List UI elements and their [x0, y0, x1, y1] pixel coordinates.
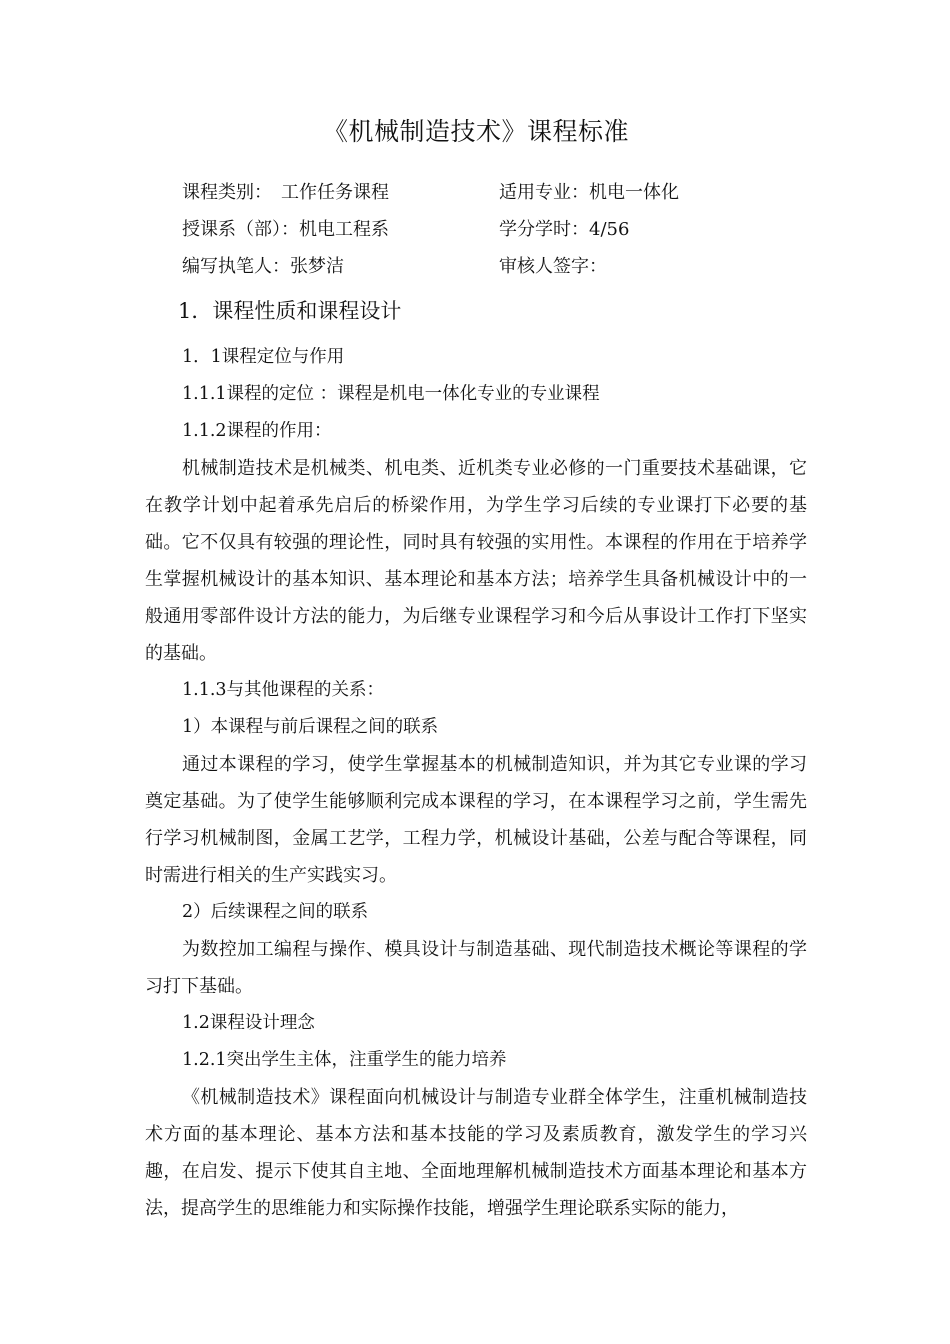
meta-credits: 学分学时：4/56	[499, 219, 630, 240]
paragraph-relation-1: 通过本课程的学习，使学生掌握基本的机械制造知识，并为其它专业课的学习奠定基础。为了使学生能够顺利完成本课程的学习，在本课程学习之前，学生需先行学习机械制图，金属工艺学，工程力学，机械设计基础，公差与配合等课程，同时需进行相关的生产实践实习。	[145, 754, 807, 886]
document-title: 《机械制造技术》课程标准	[322, 117, 629, 146]
heading-1-1-3: 1.1.3与其他课程的关系：	[182, 680, 385, 700]
meta-row-3	[182, 248, 807, 285]
paragraph-design-concept: 《机械制造技术》课程面向机械设计与制造专业群全体学生，注重机械制造技术方面的基本理论、基本方法和基本技能的学习及素质教育，激发学生的学习兴趣，在启发、提示下使其自主地、全面地理解机械制造技术方面基本理论和基本方法，提高学生的思维能力和实际操作技能，增强学生理论联系实际的能力，	[145, 1087, 807, 1219]
meta-reviewer: 审核人签字：	[499, 256, 607, 277]
meta-row-2	[182, 211, 807, 248]
course-meta-table	[182, 174, 807, 285]
heading-relation-2: 2）后续课程之间的联系	[182, 902, 369, 922]
heading-1-1: 1．1课程定位与作用	[182, 347, 345, 367]
meta-row-1	[182, 174, 807, 211]
heading-1-1-1: 1.1.1课程的定位 ：课程是机电一体化专业的专业课程	[182, 384, 600, 404]
paragraph-relation-2: 为数控加工编程与操作、模具设计与制造基础、现代制造技术概论等课程的学习打下基础。	[145, 939, 807, 997]
heading-1-1-2: 1.1.2课程的作用：	[182, 421, 332, 441]
meta-course-type: 课程类别： 工作任务课程	[182, 182, 389, 203]
heading-1-2-1: 1.2.1突出学生主体，注重学生的能力培养	[182, 1050, 507, 1070]
heading-relation-1: 1）本课程与前后课程之间的联系	[182, 717, 439, 737]
meta-major: 适用专业：机电一体化	[499, 182, 679, 203]
meta-author: 编写执笔人：张梦洁	[182, 256, 344, 277]
heading-1-2: 1.2课程设计理念	[182, 1013, 315, 1033]
meta-department: 授课系（部）：机电工程系	[182, 219, 389, 240]
section-1-heading: 1．课程性质和课程设计	[178, 299, 402, 323]
paragraph-course-role: 机械制造技术是机械类、机电类、近机类专业必修的一门重要技术基础课，它在教学计划中起着承先启后的桥梁作用，为学生学习后续的专业课打下必要的基础。它不仅具有较强的理论性，同时具有较强的实用性。本课程的作用在于培养学生掌握机械设计的基本知识、基本理论和基本方法；培养学生具备机械设计中的一般通用零部件设计方法的能力，为后继专业课程学习和今后从事设计工作打下坚实的基础。	[145, 458, 807, 664]
